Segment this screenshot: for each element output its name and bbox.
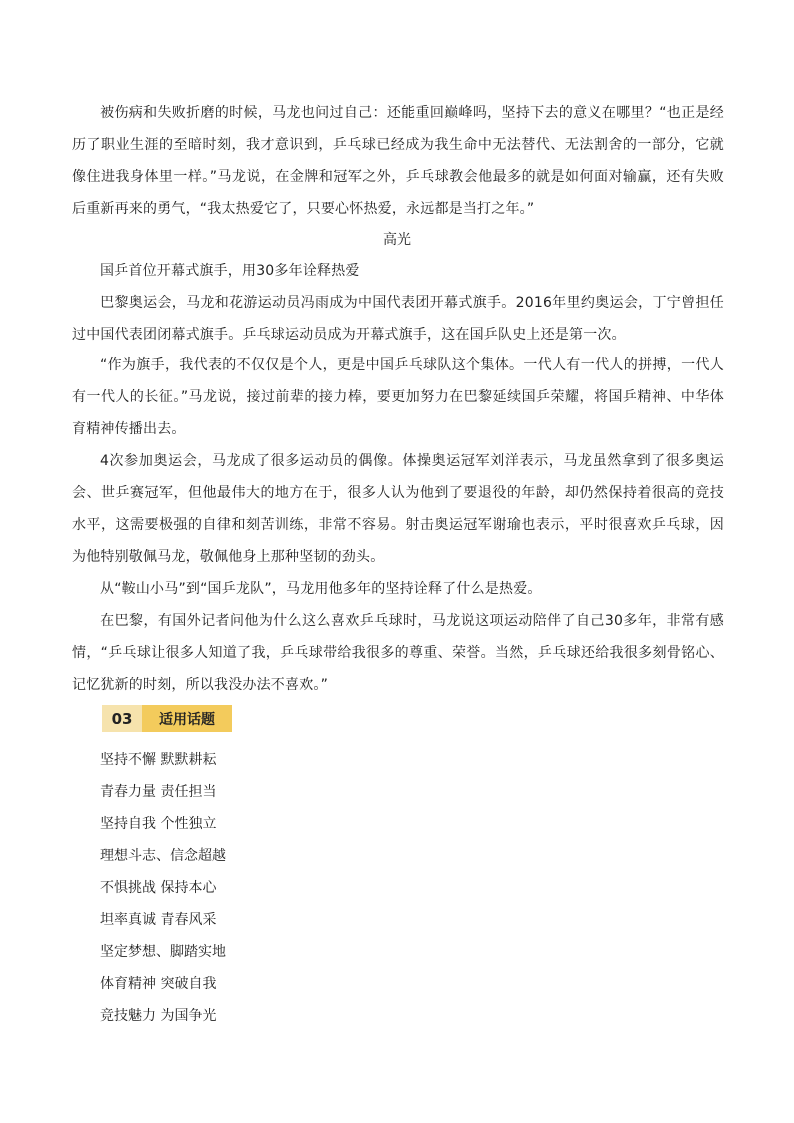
badge-label: 适用话题 bbox=[142, 705, 232, 732]
topic-list bbox=[100, 744, 226, 1032]
paragraph-idol-text: 4次参加奥运会，马龙成了很多运动员的偶像。体操奥运冠军刘洋表示，马龙虽然拿到了很多奥运会、世乒赛冠军，但他最伟大的地方在于，很多人认为他到了要退役的年龄，却仍然保持着很高的竞技水平，这需要极强的自律和刻苦训练，非常不容易。射击奥运冠军谢瑜也表示，平时很喜欢乒乓球，因为他特别敬佩马龙，敬佩他身上那种坚韧的劲头。 bbox=[72, 453, 724, 565]
paragraph-idol bbox=[72, 445, 724, 573]
section-title: 高光 bbox=[383, 232, 411, 248]
paragraph-paris-text: 在巴黎，有国外记者问他为什么这么喜欢乒乓球时，马龙说这项运动陪伴了自己30多年，非常有感情，“乒乓球让很多人知道了我，乒乓球带给我很多的尊重、荣誉。当然，乒乓球还给我很多刻骨铭心、记忆犹新的时刻，所以我没办法不喜欢。” bbox=[72, 613, 724, 693]
paragraph-intro bbox=[72, 97, 724, 225]
badge-number: 03 bbox=[102, 705, 142, 732]
list-item: 体育精神 突破自我 bbox=[100, 976, 217, 992]
subheading bbox=[72, 255, 724, 287]
paragraph-intro-text: 被伤病和失败折磨的时候，马龙也问过自己：还能重回巅峰吗，坚持下去的意义在哪里？“也正是经历了职业生涯的至暗时刻，我才意识到，乒乓球已经成为我生命中无法替代、无法割舍的一部分，它就像住进我身体里一样。”马龙说，在金牌和冠军之外，乒乓球教会他最多的就是如何面对输赢，还有失败后重新再来的勇气，“我太热爱它了，只要心怀热爱，永远都是当打之年。” bbox=[72, 105, 724, 217]
paragraph-flag-bearer-text: 巴黎奥运会，马龙和花游运动员冯雨成为中国代表团开幕式旗手。2016年里约奥运会，丁宁曾担任过中国代表团闭幕式旗手。乒乓球运动员成为开幕式旗手，这在国乒队史上还是第一次。 bbox=[72, 295, 724, 343]
section-badge bbox=[102, 705, 232, 732]
list-item: 竞技魅力 为国争光 bbox=[100, 1008, 217, 1024]
list-item: 坦率真诚 青春风采 bbox=[100, 912, 217, 928]
subheading-text: 国乒首位开幕式旗手，用30多年诠释热爱 bbox=[100, 263, 360, 279]
list-item: 坚持自我 个性独立 bbox=[100, 816, 217, 832]
list-item: 不惧挑战 保持本心 bbox=[100, 880, 217, 896]
paragraph-quote bbox=[72, 349, 724, 445]
list-item: 坚定梦想、脚踏实地 bbox=[100, 944, 226, 960]
list-item: 理想斗志、信念超越 bbox=[100, 848, 226, 864]
paragraph-paris bbox=[72, 605, 724, 701]
paragraph-love bbox=[72, 573, 724, 605]
paragraph-quote-text: “作为旗手，我代表的不仅仅是个人，更是中国乒乓球队这个集体。一代人有一代人的拼搏，一代人有一代人的长征。”马龙说，接过前辈的接力棒，要更加努力在巴黎延续国乒荣耀，将国乒精神、中华体育精神传播出去。 bbox=[72, 357, 724, 437]
list-item: 坚持不懈 默默耕耘 bbox=[100, 752, 217, 768]
paragraph-flag-bearer bbox=[72, 287, 724, 351]
paragraph-love-text: 从“鞍山小马”到“国乒龙队”，马龙用他多年的坚持诠释了什么是热爱。 bbox=[100, 581, 542, 597]
list-item: 青春力量 责任担当 bbox=[100, 784, 217, 800]
